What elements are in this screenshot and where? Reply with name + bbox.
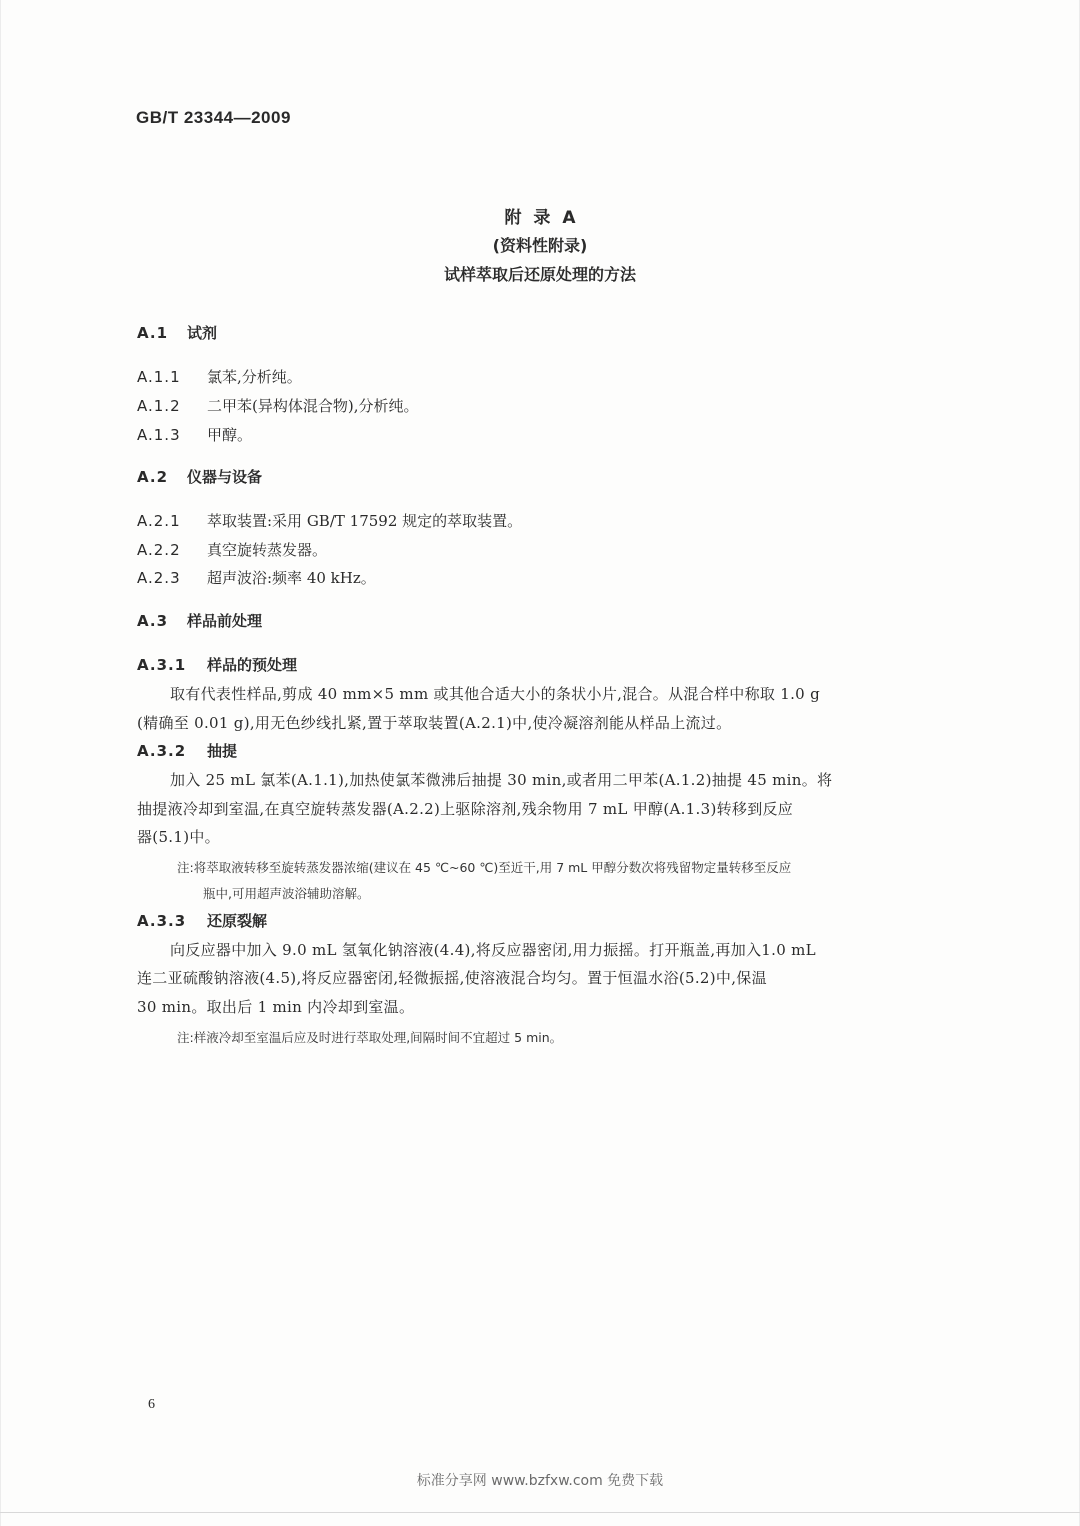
section-a1-heading <box>137 322 217 343</box>
page-bottom-edge <box>0 1512 1080 1513</box>
item-text: 二甲苯(异构体混合物),分析纯。 <box>207 397 419 415</box>
item-text: 真空旋转蒸发器。 <box>207 541 328 559</box>
item-number: A.2.2 <box>137 541 181 559</box>
note-line: 瓶中,可用超声波浴辅助溶解。 <box>203 886 370 901</box>
annex-label: 附 录 A <box>504 208 576 228</box>
item-number: A.2.3 <box>137 569 181 587</box>
paragraph-line: 抽提液冷却到室温,在真空旋转蒸发器(A.2.2)上驱除溶剂,残余物用 7 mL 甲醇(A.1.3)转移到反应 <box>137 800 794 818</box>
section-number: A.1 <box>137 324 169 342</box>
item-number: A.1.3 <box>137 426 181 444</box>
item-number: A.2.1 <box>137 512 181 530</box>
list-item <box>137 510 522 531</box>
item-text: 超声波浴:频率 40 kHz。 <box>207 569 376 587</box>
list-item <box>137 395 418 416</box>
subsection-title: 样品的预处理 <box>207 656 298 674</box>
paragraph-line: 30 min。取出后 1 min 内冷却到室温。 <box>137 998 415 1016</box>
item-text: 氯苯,分析纯。 <box>207 368 302 386</box>
subsection-a32-heading <box>137 740 237 761</box>
annex-title: 试样萃取后还原处理的方法 <box>443 265 636 284</box>
subsection-title: 抽提 <box>207 742 238 760</box>
note-line: 注:样液冷却至室温后应及时进行萃取处理,间隔时间不宜超过 5 min。 <box>177 1030 563 1045</box>
subsection-number: A.3.2 <box>137 742 187 760</box>
item-number: A.1.1 <box>137 368 181 386</box>
subsection-a33-heading <box>137 910 267 931</box>
subsection-a31-heading <box>137 654 297 675</box>
paragraph-line: 向反应器中加入 9.0 mL 氢氧化钠溶液(4.4),将反应器密闭,用力振摇。打开瓶盖,再加入1.0 mL <box>170 941 816 959</box>
page-number: 6 <box>148 1397 155 1412</box>
footer-watermark: 标准分享网 www.bzfxw.com 免费下载 <box>416 1473 664 1489</box>
paragraph-line: 器(5.1)中。 <box>137 828 220 846</box>
list-item <box>137 567 376 588</box>
subsection-title: 还原裂解 <box>207 912 268 930</box>
item-text: 萃取装置:采用 GB/T 17592 规定的萃取装置。 <box>207 512 523 530</box>
section-title: 仪器与设备 <box>187 468 263 486</box>
subsection-number: A.3.3 <box>137 912 187 930</box>
item-text: 甲醇。 <box>207 426 253 444</box>
list-item <box>137 424 252 445</box>
paragraph-line: 连二亚硫酸钠溶液(4.5),将反应器密闭,轻微振摇,使溶液混合均匀。置于恒温水浴(5.2)中,保温 <box>137 969 767 987</box>
annex-type-note: (资料性附录) <box>492 236 588 255</box>
subsection-number: A.3.1 <box>137 656 187 674</box>
list-item <box>137 539 327 560</box>
section-title: 样品前处理 <box>187 612 263 630</box>
item-number: A.1.2 <box>137 397 181 415</box>
paragraph-line: 加入 25 mL 氯苯(A.1.1),加热使氯苯微沸后抽提 30 min,或者用二甲苯(A.1.2)抽提 45 min。将 <box>170 771 833 789</box>
section-number: A.2 <box>137 468 169 486</box>
section-number: A.3 <box>137 612 169 630</box>
paragraph-line: 取有代表性样品,剪成 40 mm×5 mm 或其他合适大小的条状小片,混合。从混合样中称取 1.0 g <box>170 685 820 703</box>
section-title: 试剂 <box>187 324 218 342</box>
section-a2-heading <box>137 466 262 487</box>
paragraph-line: (精确至 0.01 g),用无色纱线扎紧,置于萃取装置(A.2.1)中,使冷凝溶剂能从样品上流过。 <box>137 714 732 732</box>
section-a3-heading <box>137 610 262 631</box>
list-item <box>137 366 302 387</box>
standard-code: GB/T 23344—2009 <box>136 108 291 127</box>
note-line: 注:将萃取液转移至旋转蒸发器浓缩(建议在 45 ℃~60 ℃)至近干,用 7 mL 甲醇分数次将残留物定量转移至反应 <box>177 860 792 875</box>
